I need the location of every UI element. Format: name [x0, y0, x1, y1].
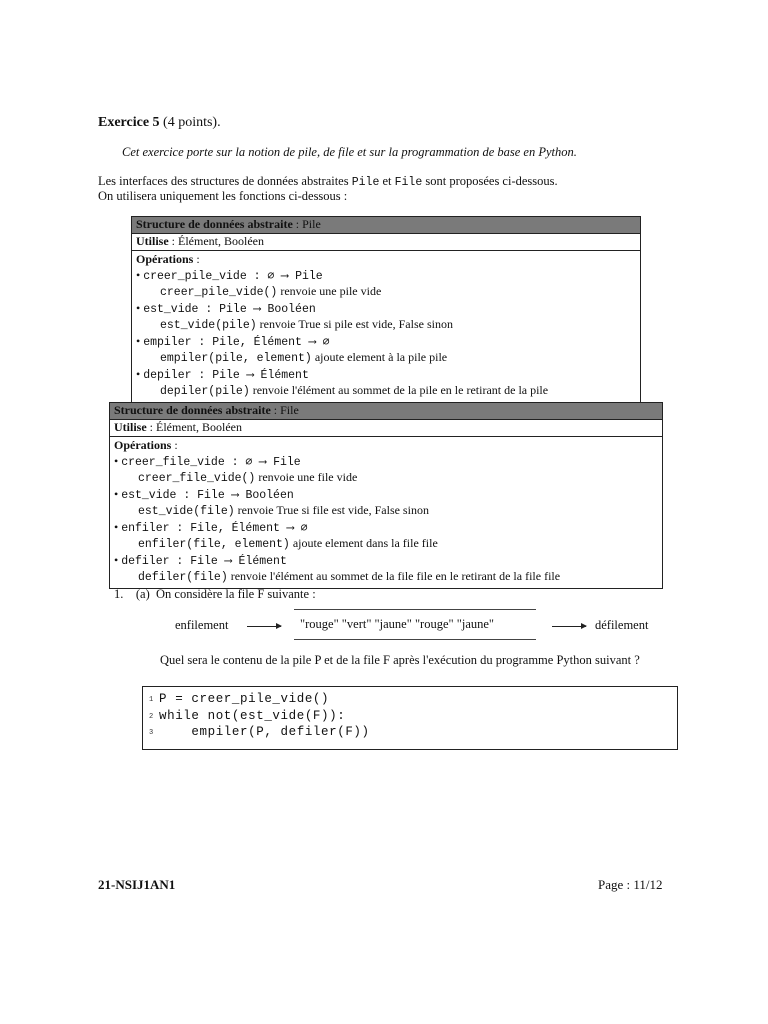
- file-op-signature: • creer_file_vide : ∅ ⟶ File: [114, 453, 301, 469]
- pile-box-uses: [132, 234, 640, 251]
- interfaces-text-c: sont proposées ci-dessous.: [422, 174, 558, 188]
- footer-exam-code: 21-NSIJ1AN1: [98, 877, 176, 892]
- file-box-uses: [110, 420, 662, 437]
- enfilement-label: enfilement: [175, 618, 229, 632]
- defilement-label: défilement: [595, 618, 649, 632]
- code-line: 3 empiler(P, defiler(F)): [149, 725, 370, 739]
- exercise-title: [98, 115, 221, 131]
- queue-border-bottom: [294, 639, 536, 640]
- interfaces-pile: Pile: [351, 176, 380, 189]
- pile-ops-label: Opérations: [136, 252, 194, 266]
- queue-border-top: [294, 609, 536, 610]
- question-1a: [114, 587, 316, 602]
- question-number: 1.: [114, 587, 124, 601]
- pile-interface-box: [131, 216, 641, 403]
- pile-op-description: est_vide(pile) renvoie True si pile est vide, False sinon: [160, 317, 453, 332]
- file-op-description: enfiler(file, element) ajoute element dans la file file: [138, 536, 438, 551]
- pile-ops-colon: :: [193, 252, 200, 266]
- line-number: 1: [149, 696, 154, 704]
- line-number: 2: [149, 713, 154, 721]
- exercise-title-label: Exercice 5: [98, 115, 160, 130]
- code-block: [142, 686, 678, 750]
- pile-op-description: empiler(pile, element) ajoute element à la pile pile: [160, 350, 448, 365]
- pile-op-signature: • empiler : Pile, Élément ⟶ ∅: [136, 333, 330, 349]
- file-op-signature: • enfiler : File, Élément ⟶ ∅: [114, 519, 308, 535]
- interfaces-text-a: Les interfaces des structures de données abstraites: [98, 174, 352, 188]
- file-op-signature: • est_vide : File ⟶ Booléen: [114, 486, 294, 502]
- exercise-intro: Cet exercice porte sur la notion de pile, de file et sur la programmation de base en Python.: [122, 145, 577, 159]
- question-prompt: Quel sera le contenu de la pile P et de la file F après l'exécution du programme Python suivant ?: [160, 653, 640, 667]
- file-uses-label: Utilise: [114, 420, 147, 434]
- pile-header-value: : Pile: [292, 217, 321, 231]
- file-header-label: Structure de données abstraite: [114, 403, 271, 417]
- line-number: 3: [149, 729, 154, 737]
- file-box-header: [110, 403, 662, 420]
- file-op-description: creer_file_vide() renvoie une file vide: [138, 470, 358, 485]
- file-box-operations: [110, 437, 662, 588]
- interfaces-text-b: et: [379, 174, 395, 188]
- interfaces-file: File: [394, 176, 423, 189]
- question-part: (a): [135, 587, 150, 601]
- file-ops-label: Opérations: [114, 438, 172, 452]
- file-op-signature: • defiler : File ⟶ Élément: [114, 552, 287, 568]
- interfaces-note: On utilisera uniquement les fonctions ci-dessous :: [98, 189, 348, 203]
- pile-header-label: Structure de données abstraite: [136, 217, 293, 231]
- footer-page-number: Page : 11/12: [598, 877, 663, 892]
- exercise-points: (4 points).: [163, 115, 221, 130]
- pile-op-description: creer_pile_vide() renvoie une pile vide: [160, 284, 382, 299]
- enqueue-arrow-icon: [247, 626, 281, 627]
- pile-box-operations: [132, 251, 640, 402]
- interfaces-sentence: [98, 174, 558, 189]
- file-interface-box: [109, 402, 663, 589]
- pile-op-signature: • creer_pile_vide : ∅ ⟶ Pile: [136, 267, 323, 283]
- pile-box-header: [132, 217, 640, 234]
- pile-op-description: depiler(pile) renvoie l'élément au sommet de la pile en le retirant de la pile: [160, 383, 549, 398]
- code-line: 2 while not(est_vide(F)):: [149, 709, 346, 723]
- file-ops-colon: :: [171, 438, 178, 452]
- file-op-description: defiler(file) renvoie l'élément au sommet de la file file en le retirant de la file file: [138, 569, 561, 584]
- pile-op-signature: • depiler : Pile ⟶ Élément: [136, 366, 309, 382]
- pile-uses-label: Utilise: [136, 234, 169, 248]
- pile-uses-value: : Élément, Booléen: [168, 234, 264, 248]
- file-uses-value: : Élément, Booléen: [146, 420, 242, 434]
- question-text: On considère la file F suivante :: [156, 587, 316, 601]
- queue-contents: "rouge" "vert" "jaune" "rouge" "jaune": [300, 617, 495, 631]
- file-op-description: est_vide(file) renvoie True si file est vide, False sinon: [138, 503, 429, 518]
- code-line: 1 P = creer_pile_vide(): [149, 692, 330, 706]
- dequeue-arrow-icon: [552, 626, 586, 627]
- pile-op-signature: • est_vide : Pile ⟶ Booléen: [136, 300, 316, 316]
- file-header-value: : File: [270, 403, 299, 417]
